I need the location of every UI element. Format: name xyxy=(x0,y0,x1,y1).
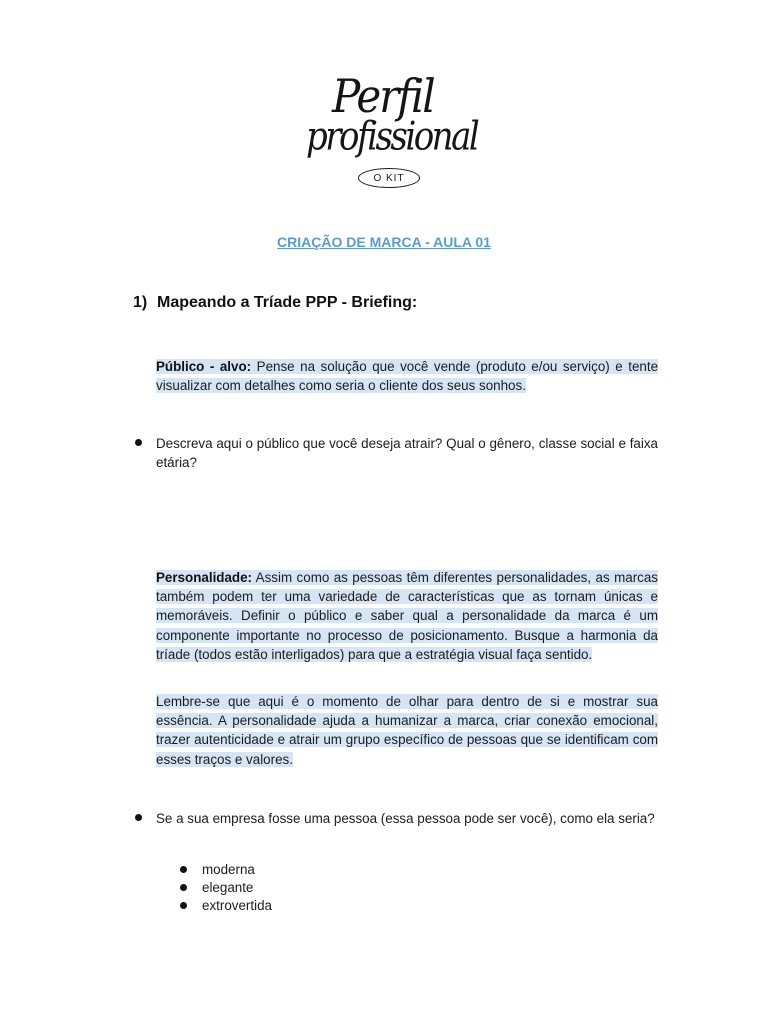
course-title-link[interactable]: CRIAÇÃO DE MARCA - AULA 01 xyxy=(277,234,491,250)
publico-alvo-label: Público - alvo: xyxy=(156,359,252,374)
bullet-icon xyxy=(135,814,142,821)
personalidade-paragraph-2 xyxy=(156,692,658,769)
section-heading xyxy=(133,294,417,312)
personalidade-text-2: Lembre-se que aqui é o momento de olhar para dentro de si e mostrar sua essência. A personalidade ajuda a humanizar a marca, criar conexão emocional, trazer autenticidade e atrair um grupo específico de pessoas que se identificam com esses traços e valores. xyxy=(156,694,658,767)
bullet-icon xyxy=(135,439,142,446)
brand-logo xyxy=(300,70,478,194)
publico-alvo-paragraph xyxy=(156,357,658,395)
question-personalidade: Se a sua empresa fosse uma pessoa (essa pessoa pode ser você), como ela seria? xyxy=(156,811,655,826)
publico-alvo-text: Pense na solução que você vende (produto e/ou serviço) e tente visualizar com detalhes como seria o cliente dos seus sonhos. xyxy=(156,359,659,394)
section-number: 1) xyxy=(133,294,148,311)
logo-line1: Perfil xyxy=(332,70,434,123)
section-title: Mapeando a Tríade PPP - Briefing: xyxy=(157,294,418,311)
answer-item: moderna xyxy=(202,862,255,877)
personalidade-label: Personalidade: xyxy=(156,570,252,585)
question-publico: Descreva aqui o público que você deseja atrair? Qual o gênero, classe social e faixa etária? xyxy=(156,436,658,470)
logo-line2: profissional xyxy=(306,114,478,160)
answer-item: extrovertida xyxy=(202,898,272,913)
bullet-icon xyxy=(180,866,187,873)
bullet-icon xyxy=(180,902,187,909)
bullet-icon xyxy=(180,884,187,891)
logo-tag: O KIT xyxy=(358,168,420,188)
personalidade-text: Assim como as pessoas têm diferentes personalidades, as marcas também podem ter uma variedade de características que as tornam únicas e memoráveis. Definir o público e saber qual a personalidade da marca é um componente importante no processo de posicionamento. Busque a harmonia da tríade (todos estão interligados) para que a estratégia visual faça sentido. xyxy=(156,570,658,662)
answer-item: elegante xyxy=(202,880,254,895)
personalidade-paragraph xyxy=(156,568,658,664)
